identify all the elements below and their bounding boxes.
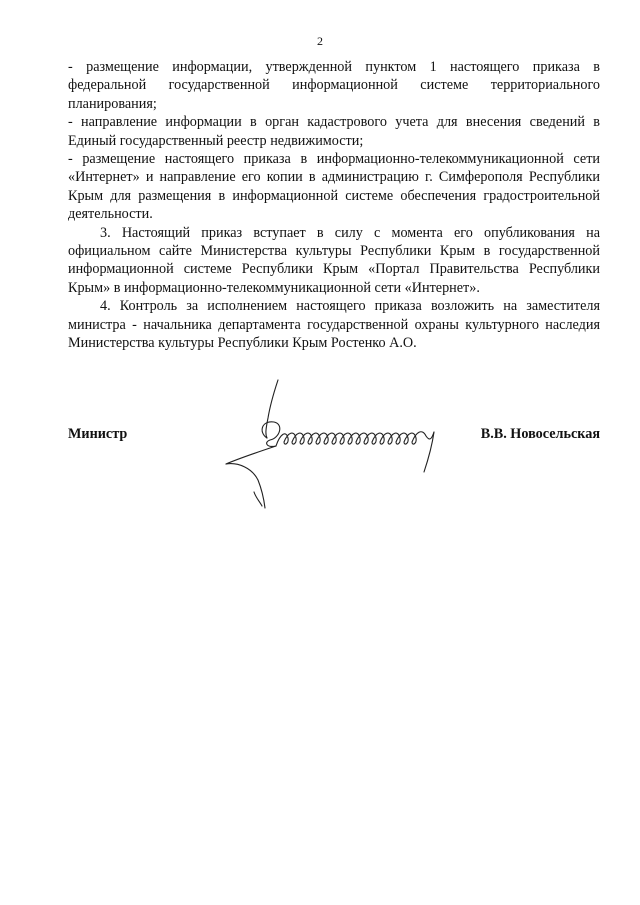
paragraph-cadastral: - направление информации в орган кадастрового учета для внесения сведений в Единый государственный реестр недвижимости; [68,114,600,149]
signatory-title: Министр [68,426,128,442]
paragraph-internet-placement: - размещение настоящего приказа в информационно-телекоммуникационной сети «Интернет» и направление его копии в администрацию г. Симферополя Республики Крым для размещения в информационной системе обеспечения градостроительной деятельности. [68,151,600,223]
page-number: 2 [317,34,323,48]
signatory-name: В.В. Новосельская [480,426,600,442]
signature-block [68,420,600,520]
document-body [68,58,600,353]
handwritten-signature-icon [218,372,478,512]
paragraph-effective-date: 3. Настоящий приказ вступает в силу с момента его опубликования на официальном сайте Министерства культуры Республики Крым в государственной информационной системе Республики Крым «Портал Правительства Республики Крым» в информационно-телекоммуникационной сети «Интернет». [68,224,600,296]
paragraph-control: 4. Контроль за исполнением настоящего приказа возложить на заместителя министра - начальника департамента государственной охраны культурного наследия Министерства культуры Республики Крым Ростенко А.О. [68,298,600,352]
paragraph-placement-federal: - размещение информации, утвержденной пунктом 1 настоящего приказа в федеральной государственной информационной системе территориального планирования; [68,59,600,112]
